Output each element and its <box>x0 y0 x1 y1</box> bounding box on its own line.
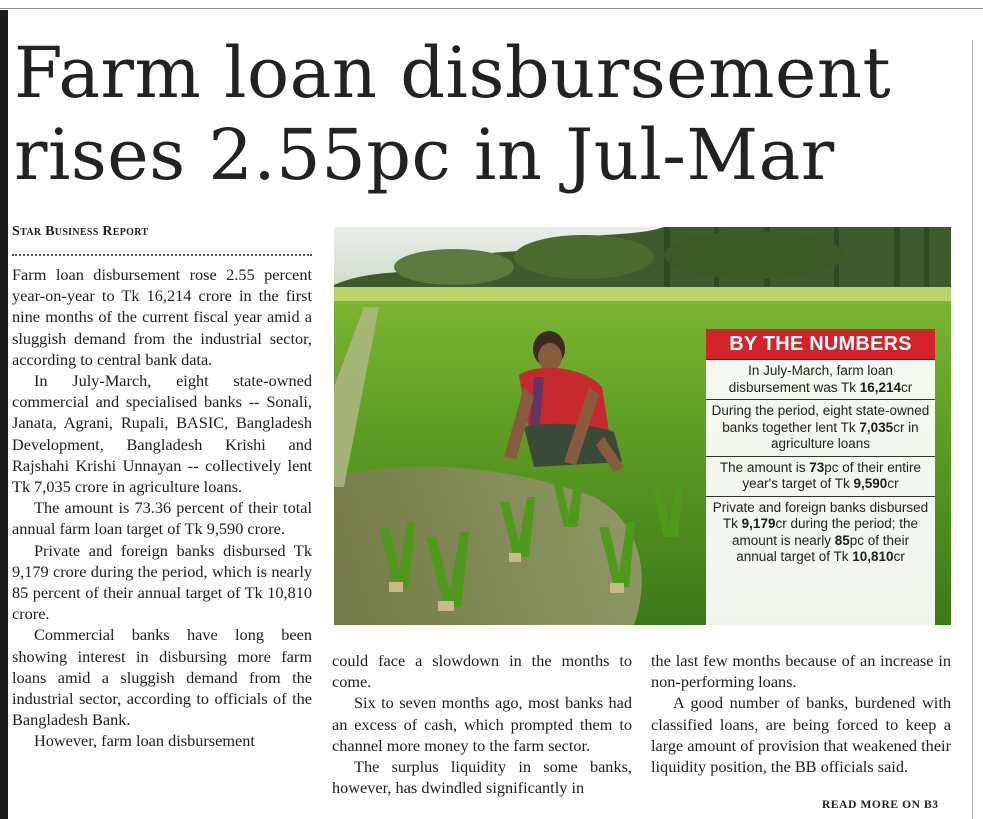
paragraph: However, farm loan disbursement <box>34 731 255 751</box>
paragraph: Private and foreign banks disbursed Tk 9,179 crore during the period, which is nearly 85 percent of their annual target of Tk 10,810 crore. <box>12 540 312 624</box>
byline-dotted-rule <box>12 254 312 256</box>
article-column-3 <box>651 650 951 777</box>
stat-text: cr <box>893 549 905 564</box>
paragraph: Farm loan disbursement rose 2.55 percent year-on-year to Tk 16,214 crore in the first nine months of the current fiscal year amid a sluggish demand from the industrial sector, according to central bank data. <box>12 265 312 369</box>
stat-number: 9,590 <box>853 476 888 491</box>
stat-item <box>706 456 935 496</box>
stat-text: In July-March, farm loan disbursement was Tk <box>728 363 893 395</box>
paragraph: A good number of banks, burdened with classified loans, are being forced to keep a large amount of provision that weakened their liquidity position, the BB officials said. <box>651 693 951 777</box>
stat-text: pc of their entire year's target of Tk <box>742 459 922 491</box>
headline-line-2: rises 2.55pc in Jul-Mar <box>14 114 835 196</box>
paragraph: Six to seven months ago, most banks had an excess of cash, which prompted them to channel more money to the farm sector. <box>332 693 632 755</box>
by-the-numbers-box <box>706 329 935 625</box>
stat-text: cr <box>901 379 913 395</box>
stat-number: 7,035 <box>859 419 894 435</box>
paragraph: Commercial banks have long been showing interest in disbursing more farm loans amid a sluggish demand from the industrial sector, according to officials of the Bangladesh Bank. <box>12 625 312 730</box>
stat-number: 73 <box>809 459 825 475</box>
paragraph: could face a slowdown in the months to come. <box>332 651 632 692</box>
paragraph: The amount is 73.36 percent of their total annual farm loan target of Tk 9,590 crore. <box>12 498 312 539</box>
paragraph: In July-March, eight state-owned commercial and specialised banks -- Sonali, Janata, Agrani, Rupali, BASIC, Bangladesh Development, Bangladesh Krishi and Rajshahi Krishi Unnayan -- collectively lent Tk 7,035 crore in agriculture loans. <box>12 371 312 497</box>
stat-text: cr during the period; the amount is nearly <box>731 516 919 548</box>
stat-number: 16,214 <box>859 379 902 395</box>
stat-text: pc of their annual target of Tk <box>736 532 910 564</box>
paragraph: The surplus liquidity in some banks, however, has dwindled significantly in <box>332 757 632 798</box>
stats-title: BY THE NUMBERS <box>706 329 935 359</box>
article-column-1 <box>12 264 312 752</box>
byline: Star Business Report <box>12 224 149 239</box>
stat-text: During the period, eight state-owned banks together lent Tk <box>711 403 930 435</box>
column-divider <box>972 40 973 819</box>
stat-text: The amount is <box>719 459 810 475</box>
stat-text: cr <box>887 476 899 491</box>
paragraph: the last few months because of an increase in non-performing loans. <box>651 651 951 692</box>
article-column-2 <box>332 650 632 798</box>
stat-text: Private and foreign banks disbursed Tk <box>712 499 929 531</box>
page-edge-bar <box>0 10 8 819</box>
stat-number: 10,810 <box>852 549 894 564</box>
stat-number: 85 <box>834 532 850 548</box>
stat-item <box>706 496 935 569</box>
stat-item <box>706 359 935 399</box>
top-rule <box>0 8 983 9</box>
headline <box>14 32 964 196</box>
headline-line-1: Farm loan disbursement <box>14 32 892 114</box>
stat-number: 9,179 <box>741 516 776 531</box>
stat-text: cr in agriculture loans <box>770 419 919 451</box>
stat-item <box>706 399 935 456</box>
read-more-link[interactable]: READ MORE ON B3 <box>822 799 939 811</box>
